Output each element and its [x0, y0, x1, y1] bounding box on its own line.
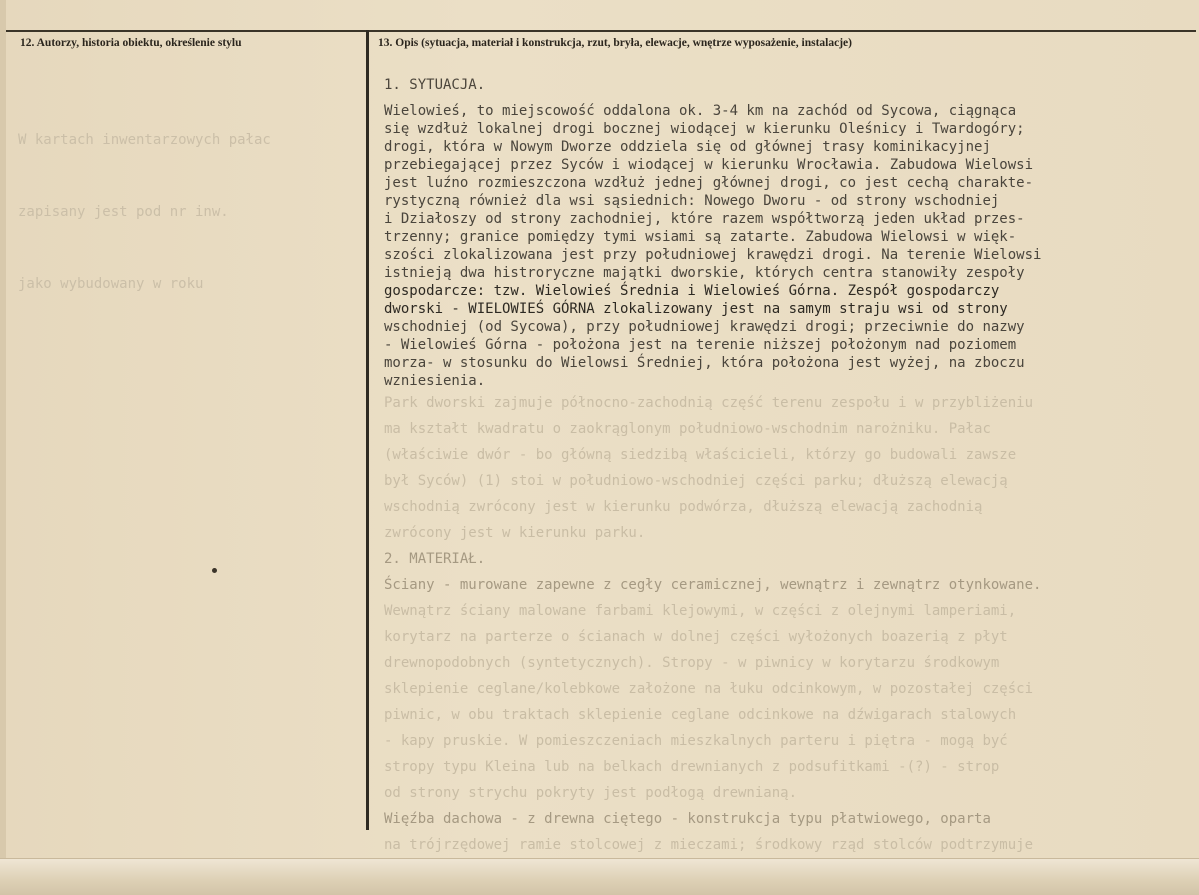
body-line: dworski - WIELOWIEŚ GÓRNA zlokalizowany jest na samym straju wsi od strony [384, 301, 1008, 317]
body-line: gospodarcze: tzw. Wielowieś Średnia i Wielowieś Górna. Zespół gospodarczy [384, 283, 1000, 299]
section-1-title: 1. SYTUACJA. [384, 77, 486, 93]
body-line: i Działoszy od strony zachodniej, które razem współtworzą jeden układ przes- [384, 211, 1025, 227]
section-13-header: 13. Opis (sytuacja, materiał i konstrukcja, rzut, bryła, elewacje, wnętrze wyposażenie, instalacje) [378, 37, 852, 49]
faded-body-line: był Syców) (1) stoi w południowo-wschodniej części parku; dłuższą elewacją [384, 473, 1008, 489]
page-edge-shadow [0, 0, 6, 894]
faded-body-line: zwrócony jest w kierunku parku. [384, 525, 646, 541]
body-line: drogi, która w Nowym Dworze oddziela się od głównej trasy kominikacyjnej [384, 139, 991, 155]
body-line: Wielowieś, to miejscowość oddalona ok. 3-4 km na zachód od Sycowa, ciągnąca [384, 103, 1017, 119]
faded-body-line: Park dworski zajmuje północno-zachodnią część terenu zespołu i w przybliżeniu [384, 395, 1034, 411]
left-note-line: zapisany jest pod nr inw. [18, 204, 229, 220]
body-line: morza- w stosunku do Wielowsi Średniej, która położona jest wyżej, na zboczu [384, 355, 1025, 371]
body-line: wzniesienia. [384, 373, 486, 389]
faded-body-line: korytarz na parterze o ścianach w dolnej części wyłożonych boazerią z płyt [384, 629, 1008, 645]
left-note-line: W kartach inwentarzowych pałac [18, 132, 271, 148]
header-rule [6, 30, 1196, 32]
body-line: trzenny; granice pomiędzy tymi wsiami są zatarte. Zabudowa Wielowsi w więk- [384, 229, 1017, 245]
ink-dot [212, 568, 217, 573]
body-line: rystyczną również dla wsi sąsiednich: Nowego Dworu - od strony wschodniej [384, 193, 1000, 209]
faded-body-line: od strony strychu pokryty jest podłogą drewnianą. [384, 785, 798, 801]
faded-body-line: piwnic, w obu traktach sklepienie ceglane odcinkowe na dźwigarach stalowych [384, 707, 1017, 723]
body-line: jest luźno rozmieszczona wzdłuż jednej głównej drogi, co jest cechą charakte- [384, 175, 1034, 191]
faded-body-line: - kapy pruskie. W pomieszczeniach mieszkalnych parteru i piętra - mogą być [384, 733, 1008, 749]
section-2-title: 2. MATERIAŁ. [384, 551, 486, 567]
page-fold-edge [0, 858, 1199, 895]
section-12-header: 12. Autorzy, historia obiektu, określenie stylu [20, 37, 242, 49]
faded-body-line: Ściany - murowane zapewne z cegły ceramicznej, wewnątrz i zewnątrz otynkowane. [384, 577, 1042, 593]
left-column-notes [18, 80, 348, 344]
body-line: wschodniej (od Sycowa), przy południowej krawędzi drogi; przeciwnie do nazwy [384, 319, 1025, 335]
faded-body-line: sklepienie ceglane/kolebkowe założone na łuku odcinkowym, w pozostałej części [384, 681, 1034, 697]
faded-body-line: Wewnątrz ściany malowane farbami klejowymi, w części z olejnymi lamperiami, [384, 603, 1017, 619]
faded-body-line: stropy typu Kleina lub na belkach drewnianych z podsufitkami -(?) - strop [384, 759, 1000, 775]
description-body [384, 76, 1184, 884]
faded-body-line: drewnopodobnych (syntetycznych). Stropy - w piwnicy w korytarzu środkowym [384, 655, 1000, 671]
faded-body-line: na trójrzędowej ramie stolcowej z mieczami; środkowy rząd stolców podtrzymuje [384, 837, 1034, 853]
faded-body-line: ma kształt kwadratu o zaokrąglonym południowo-wschodnim narożniku. Pałac [384, 421, 991, 437]
body-line: istnieją dwa histroryczne majątki dworskie, których centra stanowiły zespoły [384, 265, 1025, 281]
column-divider [366, 30, 369, 830]
body-line: szości zlokalizowana jest przy południowej krawędzi drogi. Na terenie Wielowsi [384, 247, 1042, 263]
body-line: się wzdłuż lokalnej drogi bocznej wiodącej w kierunku Oleśnicy i Twardogóry; [384, 121, 1025, 137]
body-line: przebiegającej przez Syców i wiodącej w kierunku Wrocławia. Zabudowa Wielowsi [384, 157, 1034, 173]
body-line: - Wielowieś Górna - położona jest na terenie niższej położonym nad poziomem [384, 337, 1017, 353]
faded-body-line: wschodnią zwrócony jest w kierunku podwórza, dłuższą elewacją zachodnią [384, 499, 983, 515]
faded-body-line: Więźba dachowa - z drewna ciętego - konstrukcja typu płatwiowego, oparta [384, 811, 991, 827]
faded-body-line: (właściwie dwór - bo główną siedzibą właścicieli, którzy go budowali zawsze [384, 447, 1017, 463]
left-note-line: jako wybudowany w roku [18, 276, 204, 292]
